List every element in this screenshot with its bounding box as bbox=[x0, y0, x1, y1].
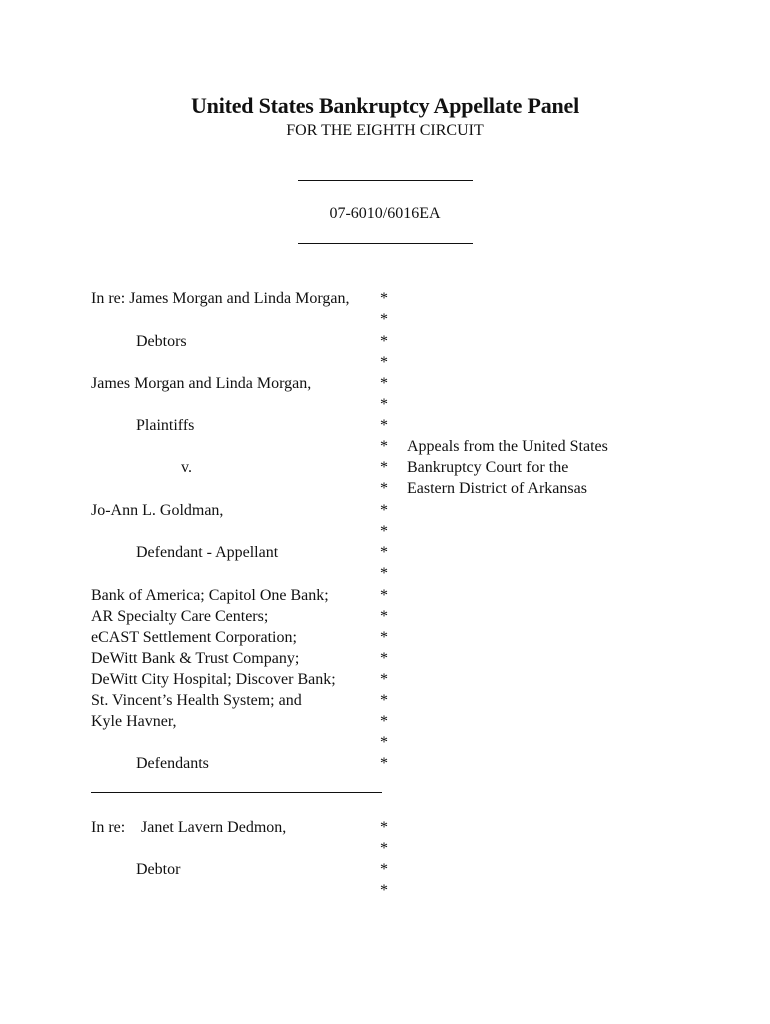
asterisk: * bbox=[380, 819, 388, 836]
second-debtor-name: Janet Lavern Dedmon, bbox=[141, 819, 287, 836]
asterisk: * bbox=[380, 629, 388, 646]
asterisk: * bbox=[380, 396, 388, 413]
asterisk: * bbox=[380, 480, 388, 497]
defendants-list-line: St. Vincent’s Health System; and bbox=[91, 692, 302, 709]
case-number: 07-6010/6016EA bbox=[329, 205, 441, 222]
defendants-label: Defendants bbox=[136, 755, 209, 772]
asterisk: * bbox=[380, 354, 388, 371]
in-re-line: In re: James Morgan and Linda Morgan, bbox=[91, 290, 350, 307]
court-title: United States Bankruptcy Appellate Panel bbox=[190, 93, 580, 118]
asterisk: * bbox=[380, 755, 388, 772]
defendants-list-line: AR Specialty Care Centers; bbox=[91, 608, 269, 625]
defendants-list-line: Bank of America; Capitol One Bank; bbox=[91, 587, 329, 604]
second-in-re: In re: bbox=[91, 819, 126, 836]
top-rule bbox=[298, 180, 473, 181]
appeal-description-line: Eastern District of Arkansas bbox=[407, 480, 587, 497]
asterisk: * bbox=[380, 459, 388, 476]
asterisk: * bbox=[380, 290, 388, 307]
asterisk: * bbox=[380, 333, 388, 350]
asterisk: * bbox=[380, 565, 388, 582]
asterisk: * bbox=[380, 544, 388, 561]
appeal-description-line: Bankruptcy Court for the bbox=[407, 459, 569, 476]
asterisk: * bbox=[380, 840, 388, 857]
defendant-name: Jo-Ann L. Goldman, bbox=[91, 502, 224, 519]
section-separator-rule bbox=[91, 792, 382, 793]
asterisk: * bbox=[380, 671, 388, 688]
defendants-list-line: DeWitt City Hospital; Discover Bank; bbox=[91, 671, 336, 688]
asterisk: * bbox=[380, 311, 388, 328]
plaintiffs-label: Plaintiffs bbox=[136, 417, 195, 434]
asterisk: * bbox=[380, 882, 388, 899]
asterisk: * bbox=[380, 523, 388, 540]
plaintiffs-names: James Morgan and Linda Morgan, bbox=[91, 375, 312, 392]
defendant-appellant-label: Defendant - Appellant bbox=[136, 544, 279, 561]
versus-label: v. bbox=[181, 459, 192, 476]
asterisk: * bbox=[380, 861, 388, 878]
asterisk: * bbox=[380, 587, 388, 604]
circuit-subtitle: FOR THE EIGHTH CIRCUIT bbox=[286, 122, 484, 139]
appeal-description-line: Appeals from the United States bbox=[407, 438, 608, 455]
asterisk: * bbox=[380, 734, 388, 751]
defendants-list-line: Kyle Havner, bbox=[91, 713, 177, 730]
asterisk: * bbox=[380, 417, 388, 434]
defendants-list-line: eCAST Settlement Corporation; bbox=[91, 629, 297, 646]
asterisk: * bbox=[380, 375, 388, 392]
second-debtor-label: Debtor bbox=[136, 861, 181, 878]
defendants-list-line: DeWitt Bank & Trust Company; bbox=[91, 650, 300, 667]
asterisk: * bbox=[380, 502, 388, 519]
asterisk: * bbox=[380, 438, 388, 455]
asterisk: * bbox=[380, 608, 388, 625]
asterisk: * bbox=[380, 692, 388, 709]
debtors-label: Debtors bbox=[136, 333, 187, 350]
asterisk: * bbox=[380, 650, 388, 667]
case-number-rule bbox=[298, 243, 473, 244]
asterisk: * bbox=[380, 713, 388, 730]
